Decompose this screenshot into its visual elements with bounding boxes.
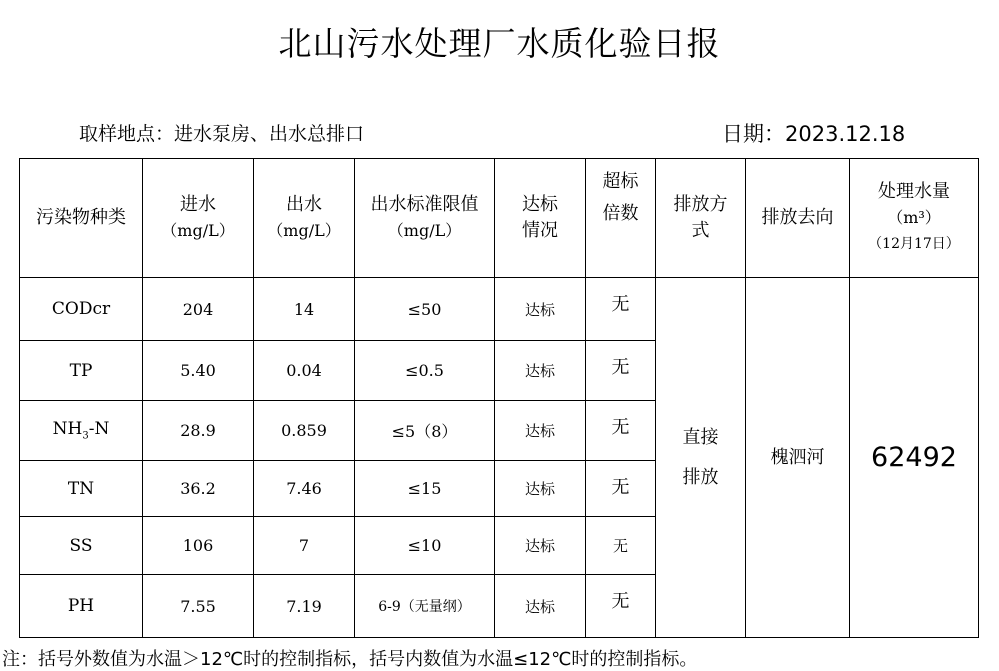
- outflow-value: 14: [254, 278, 355, 341]
- header-volume-line2: （m³）: [887, 208, 941, 227]
- inflow-value: 7.55: [143, 575, 254, 638]
- header-volume: [850, 159, 979, 278]
- compliance-status: 达标: [495, 517, 586, 575]
- report-title: 北山污水处理厂水质化验日报: [278, 24, 721, 63]
- header-volume-line3: （12月17日）: [868, 236, 960, 252]
- discharge-destination: 槐泗河: [746, 278, 850, 638]
- table-row: [20, 278, 979, 341]
- header-compliance: [495, 159, 586, 278]
- header-compliance-line1: 达标: [522, 194, 558, 215]
- outflow-value: 0.859: [254, 401, 355, 461]
- header-exceed-line1: 超标: [602, 171, 639, 192]
- report-date: 日期：2023.12.18: [722, 122, 906, 146]
- compliance-status: 达标: [495, 575, 586, 638]
- header-exceed-line2: 倍数: [602, 203, 639, 224]
- exceed-multiple: 无: [586, 517, 656, 575]
- standard-limit: ≤0.5: [355, 341, 495, 401]
- header-exceed: [586, 159, 656, 278]
- pollutant-name-main: NH: [52, 419, 83, 440]
- water-quality-table: [19, 158, 979, 638]
- standard-limit: ≤15: [355, 461, 495, 517]
- header-inflow-unit: （mg/L）: [161, 221, 235, 240]
- header-inflow: [143, 159, 254, 278]
- pollutant-name: PH: [20, 575, 143, 638]
- compliance-status: 达标: [495, 461, 586, 517]
- pollutant-name: [20, 401, 143, 461]
- compliance-status: 达标: [495, 341, 586, 401]
- header-standard: [355, 159, 495, 278]
- header-discharge-method-line1: 排放方: [673, 194, 728, 215]
- pollutant-name: TN: [20, 461, 143, 517]
- discharge-method: [656, 278, 746, 638]
- inflow-value: 36.2: [143, 461, 254, 517]
- exceed-multiple: 无: [586, 278, 656, 341]
- discharge-method-line1: 直接: [682, 426, 719, 448]
- header-outflow-label: 出水: [286, 194, 322, 215]
- header-standard-unit: （mg/L）: [387, 221, 462, 240]
- header-compliance-line2: 情况: [522, 220, 558, 241]
- sample-location: 取样地点：进水泵房、出水总排口: [79, 123, 365, 145]
- inflow-value: 106: [143, 517, 254, 575]
- header-discharge-method: [656, 159, 746, 278]
- pollutant-name: TP: [20, 341, 143, 401]
- standard-limit: ≤5（8）: [355, 401, 495, 461]
- pollutant-name-tail: -N: [88, 419, 110, 440]
- pollutant-name: SS: [20, 517, 143, 575]
- header-discharge-method-line2: 式: [691, 220, 710, 241]
- outflow-value: 7.46: [254, 461, 355, 517]
- compliance-status: 达标: [495, 401, 586, 461]
- compliance-status: 达标: [495, 278, 586, 341]
- outflow-value: 0.04: [254, 341, 355, 401]
- exceed-multiple: 无: [586, 341, 656, 401]
- standard-limit: ≤10: [355, 517, 495, 575]
- header-outflow-unit: （mg/L）: [267, 221, 341, 240]
- footnote: 注：括号外数值为水温＞12℃时的控制指标，括号内数值为水温≤12℃时的控制指标。: [2, 649, 698, 670]
- header-pollutant: 污染物种类: [20, 159, 143, 278]
- outflow-value: 7.19: [254, 575, 355, 638]
- discharge-method-line2: 排放: [682, 466, 719, 488]
- header-outflow: [254, 159, 355, 278]
- exceed-multiple: 无: [586, 575, 656, 638]
- pollutant-name-subscript: 3: [82, 430, 89, 442]
- exceed-multiple: 无: [586, 401, 656, 461]
- treated-volume: 62492: [850, 278, 979, 638]
- pollutant-name: CODcr: [20, 278, 143, 341]
- header-volume-line1: 处理水量: [878, 181, 950, 202]
- outflow-value: 7: [254, 517, 355, 575]
- inflow-value: 28.9: [143, 401, 254, 461]
- header-inflow-label: 进水: [180, 194, 216, 215]
- header-discharge-dest: 排放去向: [746, 159, 850, 278]
- inflow-value: 204: [143, 278, 254, 341]
- standard-limit: ≤50: [355, 278, 495, 341]
- exceed-multiple: 无: [586, 461, 656, 517]
- header-row: [20, 159, 979, 278]
- header-standard-label: 出水标准限值: [370, 194, 479, 215]
- inflow-value: 5.40: [143, 341, 254, 401]
- standard-limit: 6-9（无量纲）: [355, 575, 495, 638]
